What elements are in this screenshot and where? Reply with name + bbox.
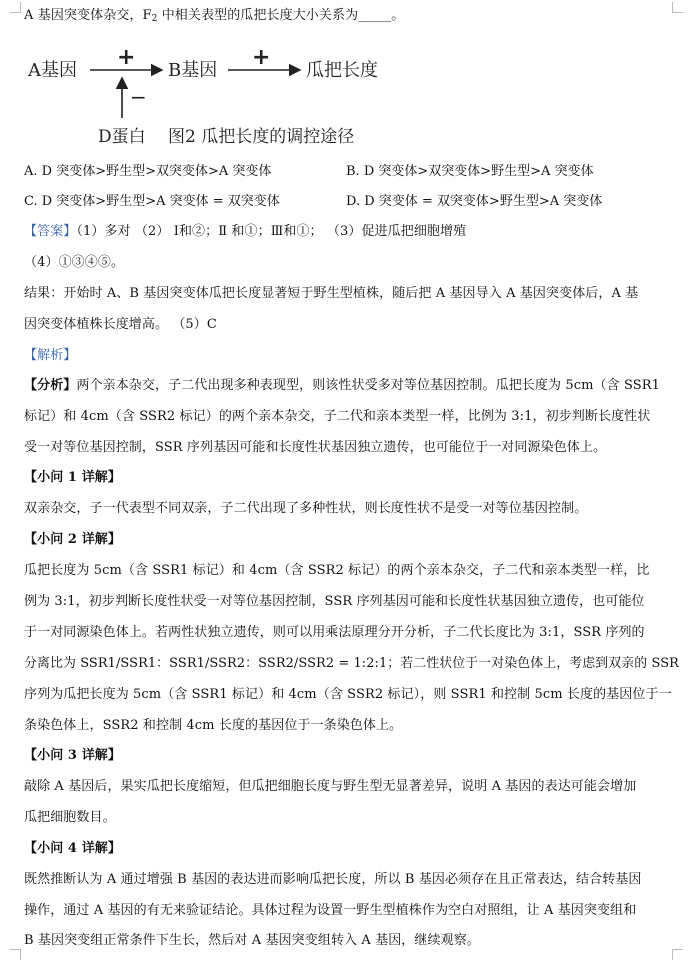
answer-line-3: 结果：开始时 A、B 基因突变体瓜把长度显著短于野生型植株，随后把 A 基因导入 A 基因突变体后，A 基: [24, 286, 639, 301]
fenxi-line-2: 标记）和 4cm（含 SSR2 标记）的两个亲本杂交，子二代和亲本类型一样，比例为 3:1，初步判断长度性状: [24, 409, 651, 424]
fenxi-line-3: 受一对等位基因控制，SSR 序列基因可能和长度性状基因独立遗传，也可能位于一对同源染色体上。: [24, 440, 607, 455]
corner-mark-bottom-right: [672, 949, 683, 960]
q3-label: 【小问 3 详解】: [24, 748, 121, 763]
q1-label: 【小问 1 详解】: [24, 470, 121, 485]
q4-line-2: 操作，通过 A 基因的有无来验证结论。具体过程为设置一野生型植株作为空白对照组，让 A 基因突变组和: [24, 903, 637, 918]
corner-mark-bottom-left: [10, 949, 21, 960]
pathway-diagram: [18, 40, 418, 152]
analysis-label: 【解析】: [24, 348, 77, 363]
fenxi-line-1: [24, 376, 673, 396]
answer-label: 【答案】: [24, 224, 77, 239]
node-b-gene: B基因: [168, 60, 218, 81]
fenxi-text-1: 两个亲本杂交，子二代出现多种表现型，则该性状受多对等位基因控制。瓜把长度为 5cm（含 SSR1: [76, 378, 660, 393]
question-stem-post: 中相关表型的瓜把长度大小关系为_____。: [157, 8, 405, 23]
node-result: 瓜把长度: [306, 60, 378, 81]
q2-line-6: 条染色体上，SSR2 和控制 4cm 长度的基因位于一条染色体上。: [24, 718, 403, 733]
minus-sign: −: [130, 85, 147, 109]
q2-line-3: 于一对同源染色体上。若两性状独立遗传，则可以用乘法原理分开分析，子二代长度比为 3:1，SSR 序列的: [24, 625, 645, 640]
corner-mark-top-left: [10, 2, 21, 13]
question-stem-sub: 2: [151, 14, 158, 24]
question-stem: [24, 6, 673, 29]
option-c: C. D 突变体>野生型>A 突变体 = 双突变体: [24, 194, 280, 209]
answer-line-4: 因突变体植株长度增高。 （5）C: [24, 317, 217, 332]
q4-line-1: 既然推断认为 A 通过增强 B 基因的表达进而影响瓜把长度，所以 B 基因必须存在且正常表达，结合转基因: [24, 872, 642, 887]
option-b: B. D 突变体>双突变体>野生型>A 突变体: [346, 164, 594, 179]
plus-sign-2: +: [252, 45, 271, 70]
q2-label: 【小问 2 详解】: [24, 532, 121, 547]
q3-line-2: 瓜把细胞数目。: [24, 810, 116, 825]
q2-line-5: 序列为瓜把长度为 5cm（含 SSR1 标记）和 4cm（含 SSR2 标记），则 SSR1 和控制 5cm 长度的基因位于一: [24, 687, 672, 702]
answer-line-1: [24, 222, 673, 242]
node-a-gene: A基因: [28, 60, 77, 81]
option-d: D. D 突变体 = 双突变体>野生型>A 突变体: [346, 194, 603, 209]
option-a: A. D 突变体>野生型>双突变体>A 突变体: [24, 164, 272, 179]
node-d-protein: D蛋白: [98, 127, 146, 147]
answer-line-2: （4）①③④⑤。: [24, 255, 125, 270]
plus-sign-1: +: [117, 45, 136, 70]
fenxi-label: 【分析】: [24, 378, 77, 393]
corner-mark-top-right: [672, 2, 683, 13]
q4-line-3: B 基因突变组正常条件下生长，然后对 A 基因突变组转入 A 基因，继续观察。: [24, 933, 480, 948]
q2-line-4: 分离比为 SSR1/SSR1：SSR1/SSR2：SSR2/SSR2 = 1:2:1；若二性状位于一对染色体上，考虑到双亲的 SSR: [24, 656, 679, 671]
q3-line-1: 敲除 A 基因后，果实瓜把长度缩短，但瓜把细胞长度与野生型无显著差异，说明 A 基因的表达可能会增加: [24, 779, 637, 794]
answer-text-1: （1）多对 （2） Ⅰ和②；Ⅱ 和①；Ⅲ和①； （3）促进瓜把细胞增殖: [76, 224, 467, 239]
q2-line-2: 例为 3:1，初步判断长度性状受一对等位基因控制，SSR 序列基因可能和长度性状基因独立遗传，也可能位: [24, 594, 645, 609]
q2-line-1: 瓜把长度为 5cm（含 SSR1 标记）和 4cm（含 SSR2 标记）的两个亲本杂交，子二代和亲本类型一样，比: [24, 563, 650, 578]
q4-label: 【小问 4 详解】: [24, 841, 121, 856]
figure-caption: 图2 瓜把长度的调控途径: [168, 127, 355, 147]
question-stem-pre: A 基因突变体杂交，F: [24, 8, 152, 23]
q1-line-1: 双亲杂交，子一代表型不同双亲，子二代出现了多种性状，则长度性状不是受一对等位基因控制。: [24, 501, 588, 516]
